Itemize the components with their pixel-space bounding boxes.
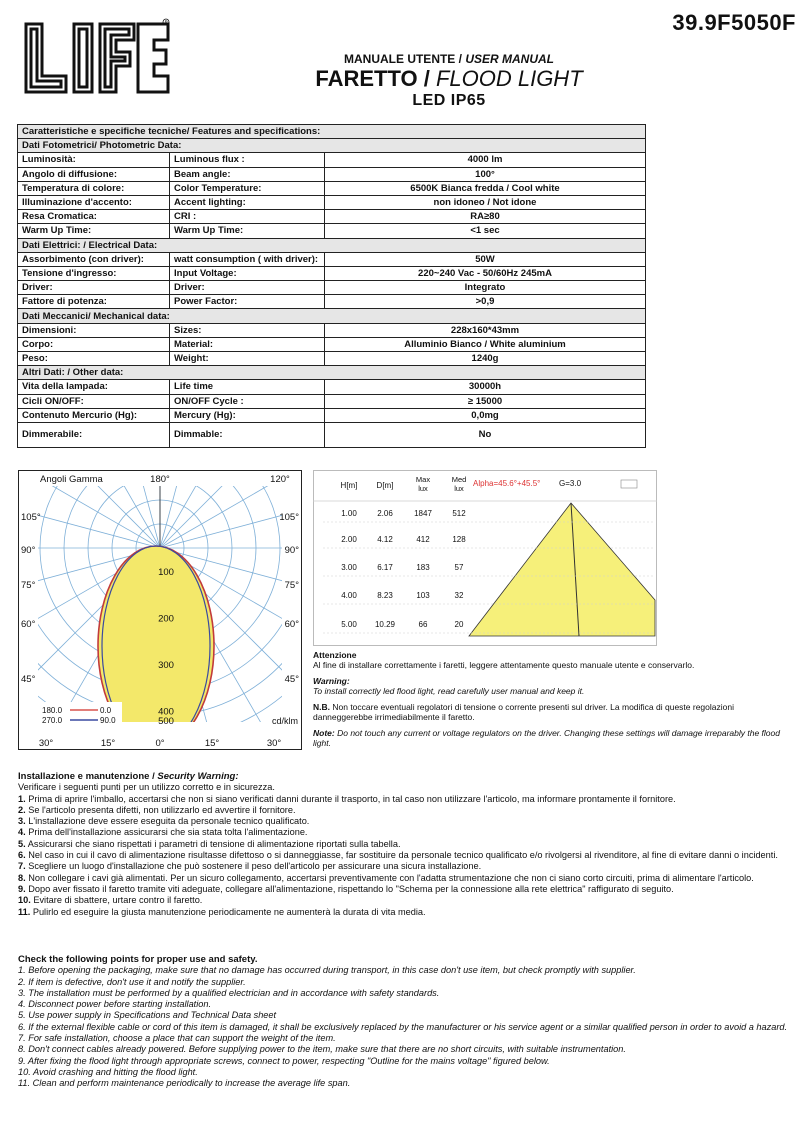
spec-value: >0,9	[325, 295, 646, 309]
spec-label-en: Sizes:	[170, 323, 325, 337]
specs-row	[18, 153, 646, 167]
spec-value: 0,0mg	[325, 408, 646, 422]
manual-title	[0, 52, 808, 66]
beam-d-value: 4.12	[377, 535, 393, 544]
item-text: Nel caso in cui il cavo di alimentazione risultasse difettoso o si danneggiasse, far sostituire da personale tecnico qualificato e/o rivolgersi al rivenditore, al fine di evitare danni o incidenti.	[25, 850, 778, 861]
spec-label-en: Input Voltage:	[170, 266, 325, 280]
spec-label-it: Angolo di diffusione:	[18, 167, 170, 181]
polar-angle-right: 75°	[284, 580, 299, 591]
installation-en-item: 10. Avoid crashing and hitting the flood light.	[18, 1066, 198, 1077]
nb-label: N.B.	[313, 702, 330, 712]
item-text: Se l'articolo presenta difetti, non utilizzarlo ed avvertire il fornitore.	[25, 804, 296, 815]
item-number: 8.	[18, 872, 26, 883]
installation-it-item	[18, 794, 790, 805]
note-label: Note:	[313, 728, 335, 738]
installation-it-title: Installazione e manutenzione /	[18, 771, 158, 782]
item-text: Prima di aprire l'imballo, accertarsi che non si siano verificati danni durante il trasporto, in tal caso non utilizzare l'articolo, ma informare prontamente il fornitore.	[25, 793, 676, 804]
spec-label-it: Dimmerabile:	[18, 422, 170, 447]
polar-radial-label: 300	[158, 660, 174, 671]
installation-it-item	[18, 907, 790, 918]
spec-label-it: Dimensioni:	[18, 323, 170, 337]
beam-max-value: 66	[418, 620, 428, 629]
polar-radial-label: 100	[158, 567, 174, 578]
installation-it-item	[18, 861, 790, 872]
spec-label-it: Fattore di potenza:	[18, 295, 170, 309]
spec-label-it: Corpo:	[18, 337, 170, 351]
note-text: Do not touch any current or voltage regulators on the driver. Changing these settings will damage irreparably the flood light.	[313, 728, 780, 748]
beam-med-value: 57	[454, 563, 464, 572]
polar-angle-right: 105°	[279, 512, 299, 523]
spec-label-en: Luminous flux :	[170, 153, 325, 167]
beam-max-value: 183	[416, 563, 430, 572]
spec-value: 1240g	[325, 352, 646, 366]
spec-label-it: Luminosità:	[18, 153, 170, 167]
polar-angle-bottom: 0°	[155, 738, 165, 749]
spec-label-en: Material:	[170, 337, 325, 351]
polar-angle-left: 75°	[21, 580, 36, 591]
installation-it-item	[18, 816, 790, 827]
item-text: L'installazione deve essere eseguita da personale tecnico qualificato.	[25, 816, 310, 827]
polar-legend-b: 0.0	[100, 706, 112, 715]
beam-h-value: 2.00	[341, 535, 357, 544]
spec-label-en: Warm Up Time:	[170, 224, 325, 238]
polar-unit: cd/klm	[271, 716, 298, 726]
svg-text:R: R	[164, 19, 168, 25]
specs-section-row	[18, 238, 646, 252]
specs-section-title: Dati Fotometrici/ Photometric Data:	[18, 139, 646, 153]
spec-value: Alluminio Bianco / White aluminium	[325, 337, 646, 351]
spec-label-en: Weight:	[170, 352, 325, 366]
beam-h-value: 3.00	[341, 563, 357, 572]
installation-en-title: Check the following points for proper use and safety.	[18, 954, 258, 965]
polar-radial-label: 400	[158, 706, 174, 718]
beam-header-med: Med	[451, 475, 467, 484]
polar-angle-right: 60°	[284, 619, 299, 630]
specs-row	[18, 394, 646, 408]
product-subtitle: LED IP65	[412, 92, 486, 109]
specs-table	[17, 124, 646, 448]
installation-it-item	[18, 873, 790, 884]
beam-med-value: 20	[454, 620, 464, 629]
spec-label-en: Color Temperature:	[170, 181, 325, 195]
specs-row	[18, 323, 646, 337]
polar-angle-left: 90°	[21, 545, 36, 556]
specs-row	[18, 295, 646, 309]
installation-it-intro: Verificare i seguenti punti per un utilizzo corretto e in sicurezza.	[18, 782, 275, 793]
item-text: Non collegare i cavi già alimentati. Per un sicuro collegamento, accertarsi preventivamente con l'adatta strumentazione che non ci siano corto circuiti, prima di alimentare l'articolo.	[25, 872, 754, 883]
specs-section-row	[18, 366, 646, 380]
spec-label-it: Cicli ON/OFF:	[18, 394, 170, 408]
beam-header-med-unit: lux	[454, 484, 464, 493]
spec-label-en: Life time	[170, 380, 325, 394]
beam-d-value: 6.17	[377, 563, 393, 572]
attention-title: Attenzione	[313, 650, 357, 660]
beam-alpha: Alpha=45.6°+45.5°	[473, 479, 541, 488]
spec-value: 220~240 Vac - 50/60Hz 245mA	[325, 266, 646, 280]
polar-angle-right: 90°	[284, 545, 299, 556]
spec-value: 6500K Bianca fredda / Cool white	[325, 181, 646, 195]
item-number: 3.	[18, 816, 26, 827]
specs-row	[18, 380, 646, 394]
beam-max-value: 103	[416, 591, 430, 600]
spec-label-it: Peso:	[18, 352, 170, 366]
polar-angle-bottom: 30°	[38, 738, 54, 749]
spec-value: 228x160*43mm	[325, 323, 646, 337]
polar-legend-a: 270.0	[42, 716, 63, 725]
spec-value: 30000h	[325, 380, 646, 394]
item-number: 10.	[18, 895, 31, 906]
product-title	[0, 66, 808, 92]
beam-med-value: 32	[454, 591, 464, 600]
installation-it-item	[18, 884, 790, 895]
beam-d-value: 10.29	[374, 620, 396, 629]
specs-title-row	[18, 125, 646, 139]
beam-header-max: Max	[415, 475, 431, 484]
spec-value: 4000 lm	[325, 153, 646, 167]
installation-en-item: 8. Don't connect cables already powered. Before supplying power to the item, make sure that there are no short circuits, with suitable instrumentation.	[18, 1044, 626, 1055]
polar-legend-b: 90.0	[100, 716, 116, 725]
spec-label-it: Illuminazione d'accento:	[18, 195, 170, 209]
warning-text: To install correctly led flood light, read carefully user manual and keep it.	[313, 686, 585, 696]
installation-it-item	[18, 839, 790, 850]
polar-angle-left: 60°	[21, 619, 36, 630]
installation-en-item: 6. If the external flexible cable or cord of this item is damaged, it shall be exclusively replaced by the manufacturer or his service agent or a similar qualified person in order to avoid a hazard.	[18, 1021, 788, 1032]
spec-label-en: watt consumption ( with driver):	[170, 252, 325, 266]
item-number: 4.	[18, 827, 26, 838]
installation-en-item: 5. Use power supply in Specifications and Technical Data sheet	[18, 1010, 277, 1021]
specs-title: Caratteristiche e specifiche tecniche/ Features and specifications:	[18, 125, 646, 139]
installation-en-item: 11. Clean and perform maintenance periodically to increase the average life span.	[18, 1078, 351, 1089]
polar-radial-label: 500	[158, 716, 174, 727]
beam-header-h: H[m]	[340, 481, 358, 490]
polar-angle-bottom: 15°	[100, 738, 116, 749]
spec-label-it: Resa Cromatica:	[18, 210, 170, 224]
beam-max-value: 412	[416, 535, 430, 544]
spec-label-en: Dimmable:	[170, 422, 325, 447]
product-title-en: FLOOD LIGHT	[435, 66, 583, 91]
specs-section-title: Dati Meccanici/ Mechanical data:	[18, 309, 646, 323]
nb-text: Non toccare eventuali regolatori di tensione o corrente presenti sul driver. La modifica di queste regolazioni danneggerebbe irrimediabilmente il faretto.	[313, 702, 734, 722]
spec-label-en: Power Factor:	[170, 295, 325, 309]
specs-row	[18, 224, 646, 238]
spec-value: <1 sec	[325, 224, 646, 238]
installation-it-item	[18, 850, 790, 861]
installation-en-item: 4. Disconnect power before starting installation.	[18, 999, 212, 1010]
item-number: 5.	[18, 838, 26, 849]
polar-angle-180: 180°	[150, 474, 170, 485]
item-text: Pulirlo ed eseguire la giusta manutenzione periodicamente ne aumenterà la durata di vita media.	[30, 906, 426, 917]
beam-med-value: 128	[452, 535, 466, 544]
spec-value: non idoneo / Not idone	[325, 195, 646, 209]
specs-row	[18, 252, 646, 266]
item-number: 11.	[18, 906, 31, 917]
specs-row	[18, 408, 646, 422]
installation-it-title-en: Security Warning:	[157, 771, 239, 782]
installation-en-item: 7. For safe installation, choose a place that can support the weight of the item.	[18, 1033, 336, 1044]
polar-radial-label: 200	[158, 613, 174, 625]
beam-max-value: 1847	[414, 509, 432, 518]
specs-row	[18, 337, 646, 351]
notes-block	[313, 650, 783, 754]
beam-med-value: 512	[452, 509, 466, 518]
polar-title: Angoli Gamma	[40, 474, 103, 485]
polar-angle-left: 45°	[21, 674, 36, 685]
spec-label-en: Driver:	[170, 281, 325, 295]
installation-it-item	[18, 827, 790, 838]
beam-h-value: 5.00	[341, 620, 357, 629]
spec-value: RA≥80	[325, 210, 646, 224]
item-number: 9.	[18, 883, 26, 894]
polar-angle-bottom: 15°	[204, 738, 220, 749]
installation-it-item	[18, 895, 790, 906]
attention-text: Al fine di installare correttamente i faretti, leggere attentamente questo manuale utente e conservarlo.	[313, 660, 695, 670]
product-code: 39.9F5050F	[672, 10, 796, 35]
spec-value: ≥ 15000	[325, 394, 646, 408]
spec-value: No	[325, 422, 646, 447]
spec-label-en: Beam angle:	[170, 167, 325, 181]
spec-label-it: Warm Up Time:	[18, 224, 170, 238]
manual-title-it: MANUALE UTENTE /	[343, 52, 466, 66]
spec-label-en: CRI :	[170, 210, 325, 224]
installation-en	[18, 954, 790, 1090]
beam-d-value: 8.23	[377, 591, 393, 600]
polar-angle-120: 120°	[270, 474, 290, 485]
specs-row	[18, 195, 646, 209]
specs-row	[18, 266, 646, 280]
polar-angle-left: 105°	[21, 512, 41, 523]
specs-section-title: Dati Elettrici: / Electrical Data:	[18, 238, 646, 252]
spec-label-it: Assorbimento (con driver):	[18, 252, 170, 266]
item-number: 2.	[18, 804, 26, 815]
specs-row	[18, 352, 646, 366]
spec-label-it: Tensione d'ingresso:	[18, 266, 170, 280]
installation-en-item: 3. The installation must be performed by a qualified electrician and in accordance with safety standards.	[18, 987, 440, 998]
polar-legend-a: 180.0	[42, 706, 63, 715]
spec-label-en: Mercury (Hg):	[170, 408, 325, 422]
spec-value: 100°	[325, 167, 646, 181]
spec-label-it: Driver:	[18, 281, 170, 295]
installation-en-item: 1. Before opening the packaging, make sure that no damage has occurred during transport, in this case don't use item, but check promptly with supplier.	[18, 965, 636, 976]
item-number: 1.	[18, 793, 26, 804]
beam-header-max-unit: lux	[418, 484, 428, 493]
warning-title: Warning:	[313, 676, 350, 686]
beam-h-value: 1.00	[341, 509, 357, 518]
item-text: Assicurarsi che siano rispettati i parametri di tensione di alimentazione riportati sulla tabella.	[25, 838, 401, 849]
specs-row	[18, 167, 646, 181]
item-number: 7.	[18, 861, 26, 872]
item-text: Scegliere un luogo d'installazione che può sostenere il peso dell'articolo per assicurare una sicura installazione.	[25, 861, 482, 872]
spec-label-it: Contenuto Mercurio (Hg):	[18, 408, 170, 422]
item-number: 6.	[18, 850, 26, 861]
item-text: Dopo aver fissato il faretto tramite viti adeguate, collegare all'alimentazione, rispettando lo "Schema per la connessione alla rete elettrica" raffigurato di seguito.	[25, 883, 674, 894]
spec-label-it: Vita della lampada:	[18, 380, 170, 394]
beam-g: G=3.0	[559, 479, 582, 488]
specs-row	[18, 281, 646, 295]
spec-label-it: Temperatura di colore:	[18, 181, 170, 195]
polar-angle-right: 45°	[284, 674, 299, 685]
item-text: Evitare di sbattere, urtare contro il faretto.	[30, 895, 203, 906]
item-text: Prima dell'installazione assicurarsi che sia stata tolta l'alimentazione.	[25, 827, 308, 838]
installation-it	[18, 771, 790, 918]
specs-row	[18, 210, 646, 224]
spec-value: Integrato	[325, 281, 646, 295]
spec-label-en: Accent lighting:	[170, 195, 325, 209]
polar-angle-bottom: 30°	[266, 738, 282, 749]
specs-section-row	[18, 309, 646, 323]
specs-row	[18, 422, 646, 447]
specs-section-row	[18, 139, 646, 153]
specs-section-title: Altri Dati: / Other data:	[18, 366, 646, 380]
spec-value: 50W	[325, 252, 646, 266]
installation-en-item: 9. After fixing the flood light through appropriate screws, connect to power, respecting "Outline for the mains voltage" figured below.	[18, 1055, 550, 1066]
beam-d-value: 2.06	[377, 509, 393, 518]
product-title-it: FARETTO /	[315, 66, 436, 91]
polar-diagram	[18, 470, 302, 750]
installation-en-item: 2. If item is defective, don't use it and notify the supplier.	[18, 976, 246, 987]
manual-title-en: USER MANUAL	[465, 52, 554, 66]
specs-row	[18, 181, 646, 195]
beam-h-value: 4.00	[341, 591, 357, 600]
beam-header-d: D[m]	[376, 481, 394, 490]
installation-it-item	[18, 805, 790, 816]
beam-diagram	[313, 470, 657, 646]
spec-label-en: ON/OFF Cycle :	[170, 394, 325, 408]
